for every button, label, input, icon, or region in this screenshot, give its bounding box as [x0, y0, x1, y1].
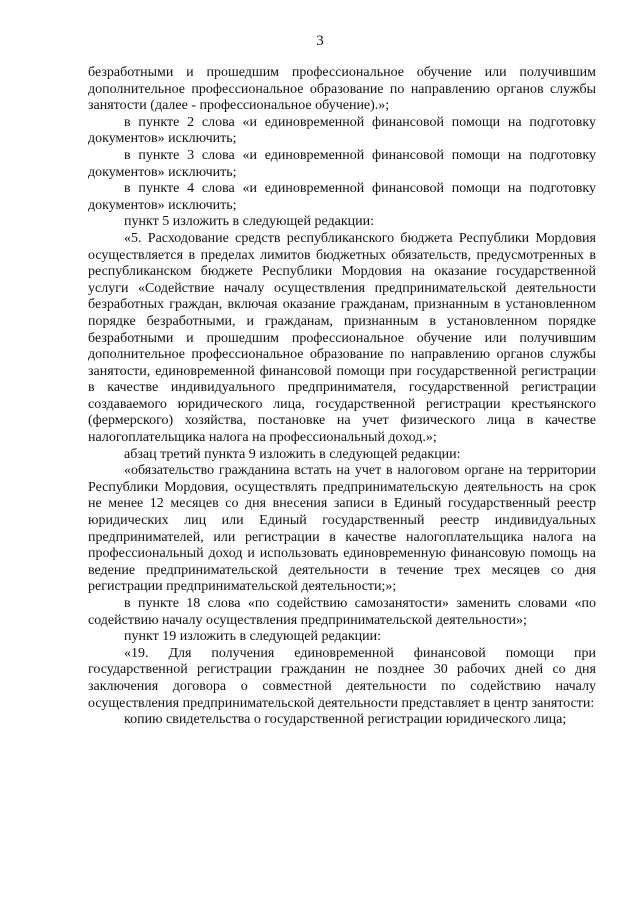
paragraph-item-9-intro: абзац третий пункта 9 изложить в следующей редакции:: [124, 446, 461, 462]
paragraph-item-2: в пункте 2 слова «и единовременной финансовой помощи на подготовку документов» исключить;: [88, 114, 596, 147]
paragraph-item-5-text: «5. Расходование средств республиканского бюджета Республики Мордовия осуществляется в пределах лимитов бюджетных обязательств, предусмотренных в республиканском бюджете Республики Мордовия на оказание государственной услуги «Содействие началу осуществления предпринимательской деятельности безработных граждан, включая оказание гражданам, признанным в установленном порядке безработными, и гражданам, признанным в установленном порядке безработными и прошедшим профессиональное обучение или получившим дополнительное профессиональное образование по направлению органов службы занятости, единовременной финансовой помощи при государственной регистрации в качестве индивидуального предпринимателя, государственной регистрации создаваемого юридического лица, государственной регистрации крестьянского (фермерского) хозяйства, постановке на учет физического лица в качестве налогоплательщика налога на профессиональный доход.»;: [88, 230, 596, 446]
page-number: 3: [316, 33, 324, 49]
paragraph-item-9-text: «обязательство гражданина встать на учет в налоговом органе на территории Республики Мордовия, осуществлять предпринимательскую деятельность на срок не менее 12 месяцев со дня внесения записи в Единый государственный реестр юридических лиц или Единый государственный реестр индивидуальных предпринимателей, или регистрации в качестве налогоплательщика налога на профессиональный доход и использовать единовременную финансовую помощь на ведение предпринимательской деятельности в течение трех месяцев со дня регистрации предпринимательской деятельности;»;: [88, 463, 596, 595]
paragraph-item-3: в пункте 3 слова «и единовременной финансовой помощи на подготовку документов» исключить;: [88, 147, 596, 180]
paragraph-list-item: копию свидетельства о государственной регистрации юридического лица;: [124, 712, 567, 728]
paragraph-item-19-intro: пункт 19 изложить в следующей редакции:: [124, 629, 381, 645]
paragraph-item-18: в пункте 18 слова «по содействию самозанятости» заменить словами «по содействию началу осуществления предпринимательской деятельности»;: [88, 596, 596, 628]
paragraph-item-19-text: «19. Для получения единовременной финансовой помощи при государственной регистрации гражданин не позднее 30 рабочих дней со дня заключения договора о совместной деятельности по содействию началу осуществления предпринимательской деятельности представляет в центр занятости:: [88, 645, 596, 711]
paragraph-continuation: безработными и прошедшим профессиональное обучение или получившим дополнительное профессиональное образование по направлению органов службы занятости (далее - профессиональное обучение).»;: [88, 65, 596, 114]
paragraph-item-4: в пункте 4 слова «и единовременной финансовой помощи на подготовку документов» исключить;: [88, 181, 596, 213]
paragraph-item-5-intro: пункт 5 изложить в следующей редакции:: [124, 214, 374, 230]
document-body: [88, 65, 596, 729]
